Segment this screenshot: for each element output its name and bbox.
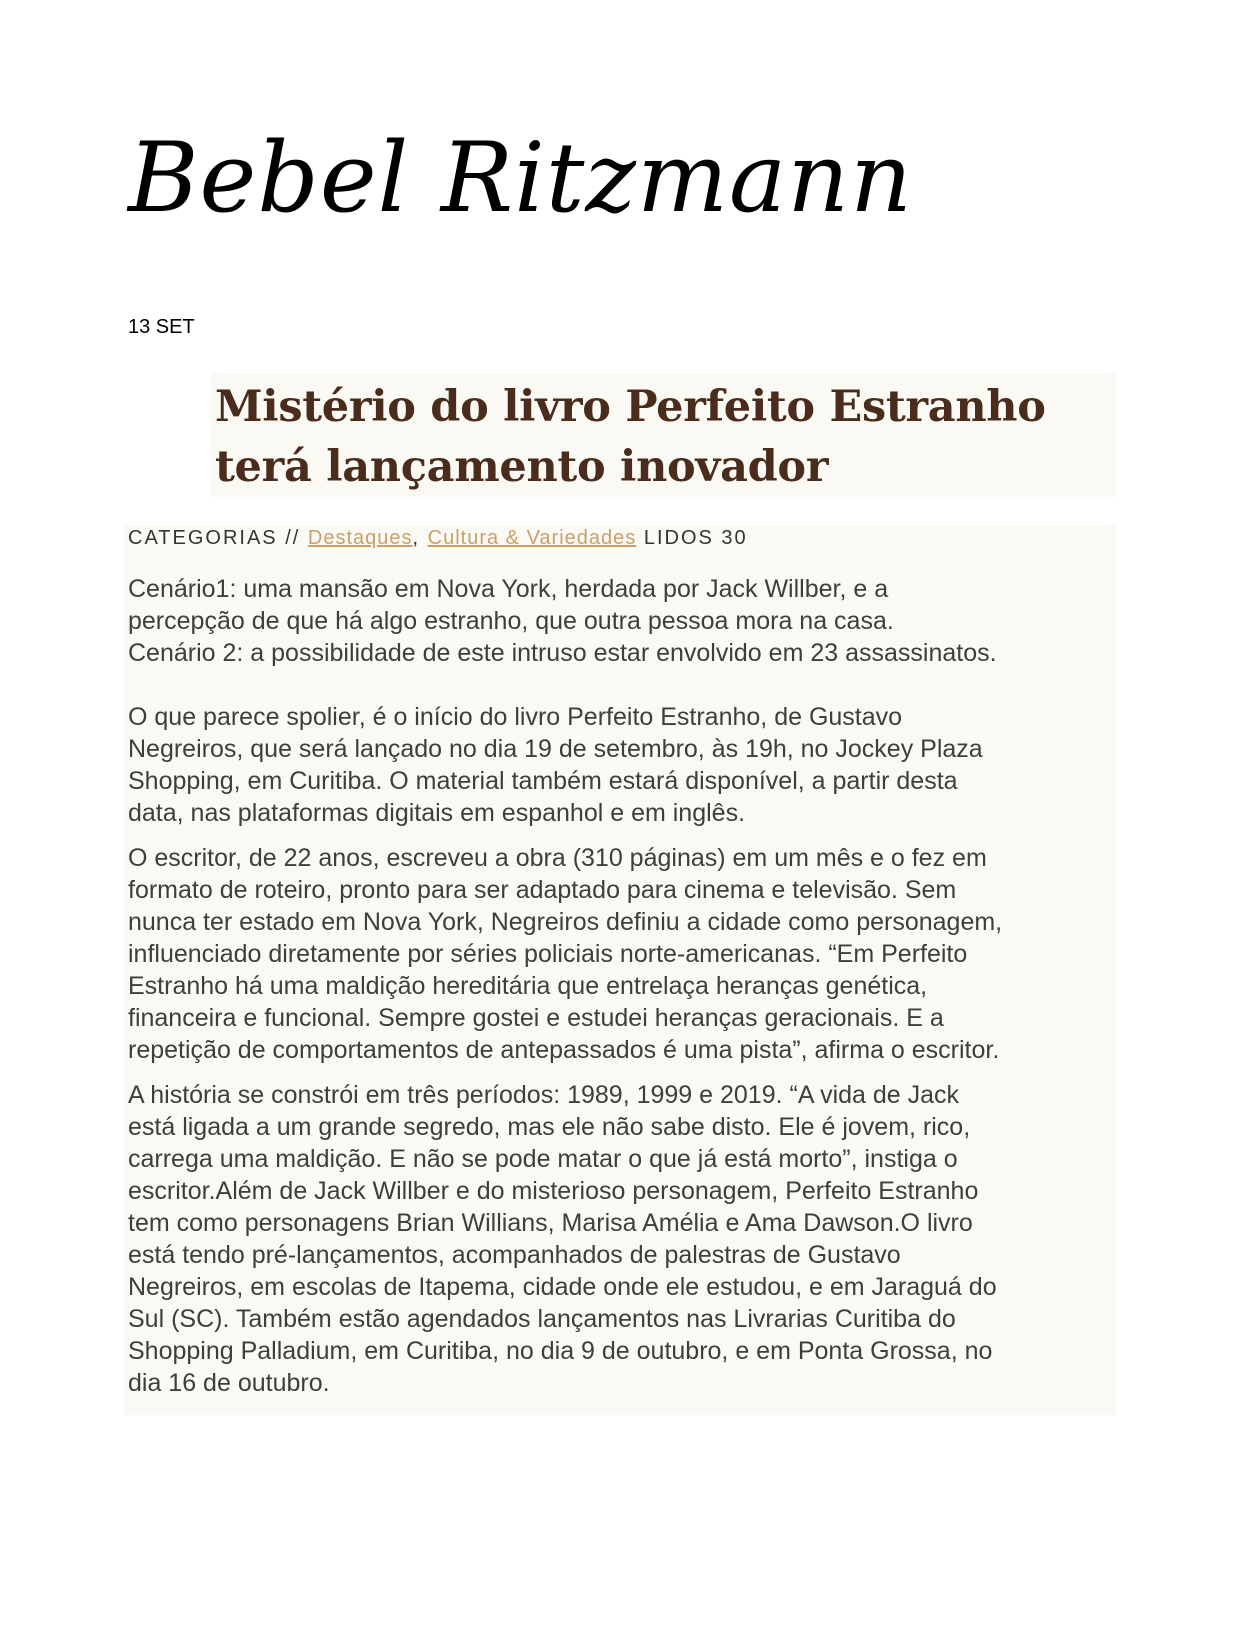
headline-box: [211, 373, 1116, 497]
article-body: [128, 573, 1118, 1399]
categories-label: CATEGORIAS //: [128, 527, 301, 549]
paragraph-line: data, nas plataformas digitais em espanhol e em inglês.: [128, 799, 746, 827]
headline-line: Mistério do livro Perfeito Estranho: [215, 382, 1046, 432]
article-paragraph: [128, 701, 1118, 829]
post-meta: [128, 526, 748, 550]
post-headline: [211, 373, 1116, 497]
paragraph-spacer: [128, 829, 1118, 842]
paragraph-spacer: [128, 669, 1118, 701]
article-paragraph: [128, 573, 1118, 669]
paragraph-line: O que parece spolier, é o início do livro Perfeito Estranho, de Gustavo: [128, 703, 903, 731]
paragraph-line: tem como personagens Brian Willians, Marisa Amélia e Ama Dawson.O livro: [128, 1209, 973, 1237]
reads-count: LIDOS 30: [643, 527, 748, 549]
article-paragraph: [128, 1079, 1118, 1399]
paragraph-line: Sul (SC). Também estão agendados lançamentos nas Livrarias Curitiba do: [128, 1305, 956, 1333]
category-link-destaques[interactable]: Destaques: [307, 527, 413, 549]
blog-title: Bebel Ritzmann: [128, 122, 913, 234]
paragraph-line: influenciado diretamente por séries policiais norte-americanas. “Em Perfeito: [128, 940, 968, 968]
article-paragraph: [128, 842, 1118, 1066]
paragraph-spacer: [128, 1066, 1118, 1079]
category-link-cultura-variedades[interactable]: Cultura & Variedades: [427, 527, 637, 549]
paragraph-line: escritor.Além de Jack Willber e do misterioso personagem, Perfeito Estranho: [128, 1177, 979, 1205]
paragraph-line: financeira e funcional. Sempre gostei e estudei heranças geracionais. E a: [128, 1004, 944, 1032]
paragraph-line: está tendo pré-lançamentos, acompanhados de palestras de Gustavo: [128, 1241, 901, 1269]
paragraph-line: Shopping Palladium, em Curitiba, no dia 9 de outubro, e em Ponta Grossa, no: [128, 1337, 993, 1365]
paragraph-line: repetição de comportamentos de antepassados é uma pista”, afirma o escritor.: [128, 1036, 1000, 1064]
paragraph-line: nunca ter estado em Nova York, Negreiros definiu a cidade como personagem,: [128, 908, 1003, 936]
paragraph-line: Negreiros, em escolas de Itapema, cidade onde ele estudou, e em Jaraguá do: [128, 1273, 997, 1301]
paragraph-line: está ligada a um grande segredo, mas ele não sabe disto. Ele é jovem, rico,: [128, 1113, 971, 1141]
article-content-box: [124, 525, 1116, 1415]
paragraph-line: Shopping, em Curitiba. O material também estará disponível, a partir desta: [128, 767, 958, 795]
paragraph-line: O escritor, de 22 anos, escreveu a obra (310 páginas) em um mês e o fez em: [128, 844, 987, 872]
paragraph-line: carrega uma maldição. E não se pode matar o que já está morto”, instiga o: [128, 1145, 958, 1173]
paragraph-line: formato de roteiro, pronto para ser adaptado para cinema e televisão. Sem: [128, 876, 957, 904]
paragraph-line: Cenário 2: a possibilidade de este intruso estar envolvido em 23 assassinatos.: [128, 639, 997, 667]
paragraph-line: dia 16 de outubro.: [128, 1369, 330, 1397]
headline-line: terá lançamento inovador: [215, 442, 829, 492]
paragraph-line: Negreiros, que será lançado no dia 19 de setembro, às 19h, no Jockey Plaza: [128, 735, 983, 763]
paragraph-line: A história se constrói em três períodos: 1989, 1999 e 2019. “A vida de Jack: [128, 1081, 960, 1109]
paragraph-line: percepção de que há algo estranho, que outra pessoa mora na casa.: [128, 607, 894, 635]
category-separator: ,: [412, 527, 421, 549]
post-date: 13 SET: [128, 316, 195, 338]
paragraph-line: Estranho há uma maldição hereditária que entrelaça heranças genética,: [128, 972, 928, 1000]
paragraph-line: Cenário1: uma mansão em Nova York, herdada por Jack Willber, e a: [128, 575, 889, 603]
